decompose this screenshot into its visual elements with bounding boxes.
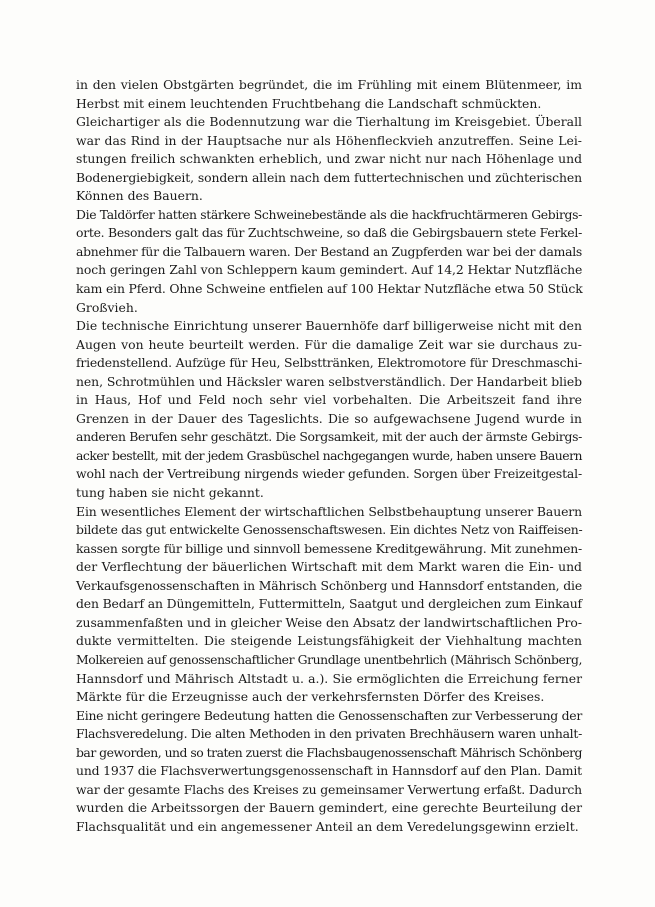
text-line: Die Taldörfer hatten stärkere Schweinebestände als die hackfruchtärmeren Gebirgs-: [76, 206, 582, 222]
text-line: Herbst mit einem leuchtenden Fruchtbehang die Landschaft schmückten.: [76, 95, 542, 111]
text-line: acker bestellt, mit der jedem Grasbüschel nachgegangen wurde, haben unsere Bauern: [76, 447, 582, 463]
text-line: war der gesamte Flachs des Kreises zu gemeinsamer Verwertung erfaßt. Dadurch: [76, 781, 582, 797]
text-line: friedenstellend. Aufzüge für Heu, Selbsttränken, Elektromotore für Dreschmaschi-: [76, 355, 582, 371]
text-line: Eine nicht geringere Bedeutung hatten die Genossenschaften zur Verbesserung der: [76, 707, 582, 723]
text-line: Können des Bauern.: [76, 188, 203, 204]
text-line: kassen sorgte für billige und sinnvoll bemessene Kreditgewährung. Mit zunehmen-: [76, 540, 582, 556]
text-line: Flachsveredelung. Die alten Methoden in den privaten Brechhäusern waren unhalt-: [76, 726, 582, 742]
text-line: Molkereien auf genossenschaftlicher Grundlage unentbehrlich (Mährisch Schönberg,: [76, 651, 582, 667]
text-line: abnehmer für die Talbauern waren. Der Bestand an Zugpferden war bei der damals: [76, 243, 582, 259]
text-line: wohl nach der Vertreibung nirgends wieder gefunden. Sorgen über Freizeitgestal-: [76, 466, 582, 482]
paragraph-equipment: [76, 317, 582, 502]
text-line: Hannsdorf und Mährisch Altstadt u. a.). Sie ermöglichten die Erreichung ferner: [76, 670, 582, 686]
paragraph-flax: [76, 707, 582, 837]
text-line: dukte vermittelten. Die steigende Leistungsfähigkeit der Viehhaltung machten: [76, 633, 582, 649]
text-line: wurden die Arbeitssorgen der Bauern gemindert, eine gerechte Beurteilung der: [76, 800, 582, 816]
text-line: in den vielen Obstgärten begründet, die im Frühling mit einem Blütenmeer, im: [76, 77, 582, 92]
text-line: kam ein Pferd. Ohne Schweine entfielen auf 100 Hektar Nutzfläche etwa 50 Stück: [76, 281, 583, 297]
text-line: orte. Besonders galt das für Zuchtschweine, so daß die Gebirgsbauern stete Ferkel-: [76, 225, 582, 241]
text-line: bar geworden, und so traten zuerst die Flachsbaugenossenschaft Mährisch Schönberg: [76, 744, 582, 760]
text-line: der Verflechtung der bäuerlichen Wirtschaft mit dem Markt waren die Ein- und: [76, 559, 582, 575]
text-line: Flachsqualität und ein angemessener Anteil an dem Veredelungsgewinn erzielt.: [76, 818, 579, 834]
text-line: Augen von heute beurteilt werden. Für die damalige Zeit war sie durchaus zu-: [76, 336, 582, 352]
text-line: nen, Schrotmühlen und Häcksler waren selbstverständlich. Der Handarbeit blieb: [76, 373, 582, 389]
text-line: den Bedarf an Düngemitteln, Futtermitteln, Saatgut und dergleichen zum Einkauf: [76, 596, 582, 612]
text-line: tung haben sie nicht gekannt.: [76, 485, 264, 501]
paragraph-pigs-horses: [76, 206, 582, 317]
text-line: Bodenergiebigkeit, sondern allein nach dem futtertechnischen und züchterischen: [76, 169, 582, 185]
text-line: bildete das gut entwickelte Genossenschaftswesen. Ein dichtes Netz von Raiffeisen-: [76, 522, 583, 538]
paragraph-cooperatives: [76, 503, 582, 707]
text-line: stungen freilich schwankten erheblich, und zwar nicht nur nach Höhenlage und: [76, 151, 582, 167]
text-line: und 1937 die Flachsverwertungsgenossenschaft in Hannsdorf auf den Plan. Damit: [76, 763, 582, 779]
text-line: Gleichartiger als die Bodennutzung war die Tierhaltung im Kreisgebiet. Überall: [76, 114, 582, 130]
text-line: Verkaufsgenossenschaften in Mährisch Schönberg und Hannsdorf entstanden, die: [76, 577, 582, 593]
paragraph-livestock: [76, 113, 582, 206]
text-line: Großvieh.: [76, 299, 138, 315]
text-line: anderen Berufen sehr geschätzt. Die Sorgsamkeit, mit der auch der ärmste Gebirgs-: [76, 429, 582, 445]
text-line: war das Rind in der Hauptsache nur als Höhenfleckvieh anzutreffen. Seine Lei-: [76, 132, 582, 148]
body-text: [76, 76, 582, 836]
paragraph-orchards: [76, 76, 582, 113]
text-line: Grenzen in der Dauer des Tageslichts. Die so aufgewachsene Jugend wurde in: [76, 410, 582, 426]
text-line: noch geringen Zahl von Schleppern kaum gemindert. Auf 14,2 Hektar Nutzfläche: [76, 262, 583, 278]
text-line: zusammenfaßten und in gleicher Weise den Absatz der landwirtschaftlichen Pro-: [76, 614, 582, 630]
text-line: in Haus, Hof und Feld noch sehr viel vorbehalten. Die Arbeitszeit fand ihre: [76, 392, 582, 408]
text-line: Die technische Einrichtung unserer Bauernhöfe darf billigerweise nicht mit den: [76, 318, 582, 334]
text-line: Ein wesentliches Element der wirtschaftlichen Selbstbehauptung unserer Bauern: [76, 503, 582, 519]
text-line: Märkte für die Erzeugnisse auch der verkehrsfernsten Dörfer des Kreises.: [76, 689, 545, 705]
